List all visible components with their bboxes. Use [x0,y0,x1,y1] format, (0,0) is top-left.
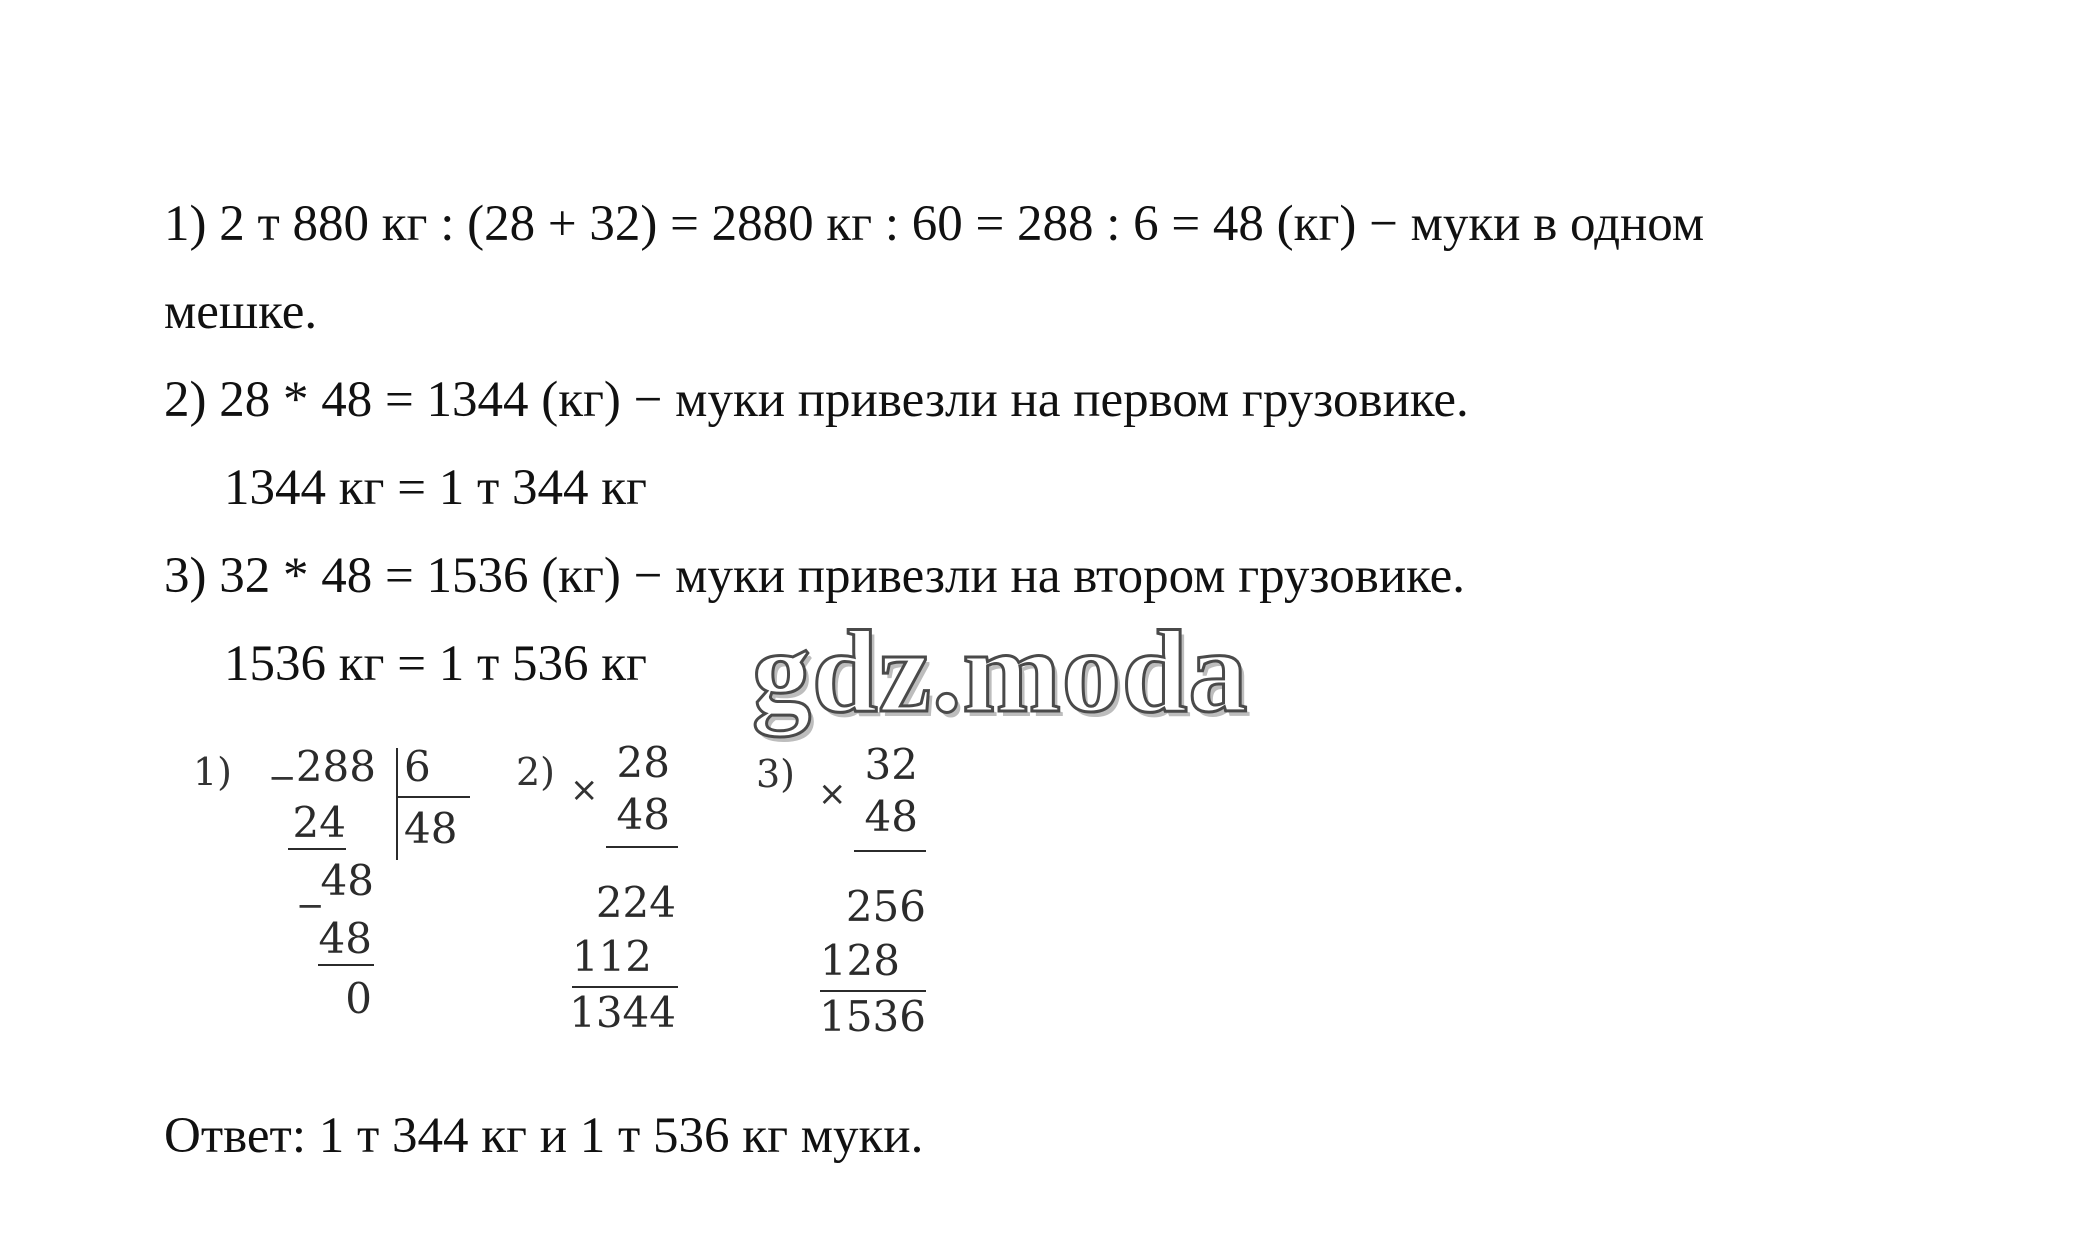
solution-line-1-continuation: мешке. [164,284,318,340]
multiplication-1-factor-b: 48 [616,790,670,839]
minus-sign-1: − [268,758,297,798]
division-result: 0 [345,974,372,1023]
multiplication-2-partial-1: 256 [845,882,926,931]
solution-line-2: 2) 28 * 48 = 1344 (кг) − муки привезли на первом грузовике. [164,372,1469,428]
dividend: 288 [295,742,376,791]
subtrahend-1: 24 [292,798,346,847]
watermark-logo: gdz.moda [752,606,1249,737]
divisor-underline [398,796,470,798]
multiplication-1-partial-2: 112 [571,932,652,981]
multiply-sign-2: × [818,774,847,814]
multiplication-2-factor-b: 48 [864,792,918,841]
solution-line-1: 1) 2 т 880 кг : (28 + 32) = 2880 кг : 60 = 288 : 6 = 48 (кг) − муки в одном [164,196,1705,252]
multiplication-1-product: 1344 [569,988,676,1037]
multiply-sign-1: × [570,770,599,810]
remainder-1: 48 [320,856,374,905]
multiplication-1-label: 2) [516,750,556,794]
multiplication-2-line-1 [854,850,926,852]
subtraction-line-2 [318,964,374,966]
multiplication-1-factor-a: 28 [616,738,670,787]
multiplication-1-partial-1: 224 [595,878,676,927]
multiplication-2-partial-2: 128 [819,936,900,985]
solution-line-3: 3) 32 * 48 = 1536 (кг) − муки привезли на втором грузовике. [164,548,1466,604]
answer-line: Ответ: 1 т 344 кг и 1 т 536 кг муки. [164,1108,924,1164]
multiplication-2-product: 1536 [819,992,926,1041]
multiplication-2-factor-a: 32 [864,740,918,789]
multiplication-2-label: 3) [756,752,796,796]
solution-line-2-conversion: 1344 кг = 1 т 344 кг [224,460,647,516]
division-label: 1) [193,750,233,794]
quotient: 48 [404,804,458,853]
solution-line-3-conversion: 1536 кг = 1 т 536 кг [224,636,647,692]
minus-sign-2: − [296,886,325,926]
subtrahend-2: 48 [318,914,372,963]
divisor: 6 [404,742,431,791]
multiplication-1-line-1 [606,846,678,848]
division-bar [396,748,398,860]
subtraction-line-1 [288,848,346,850]
